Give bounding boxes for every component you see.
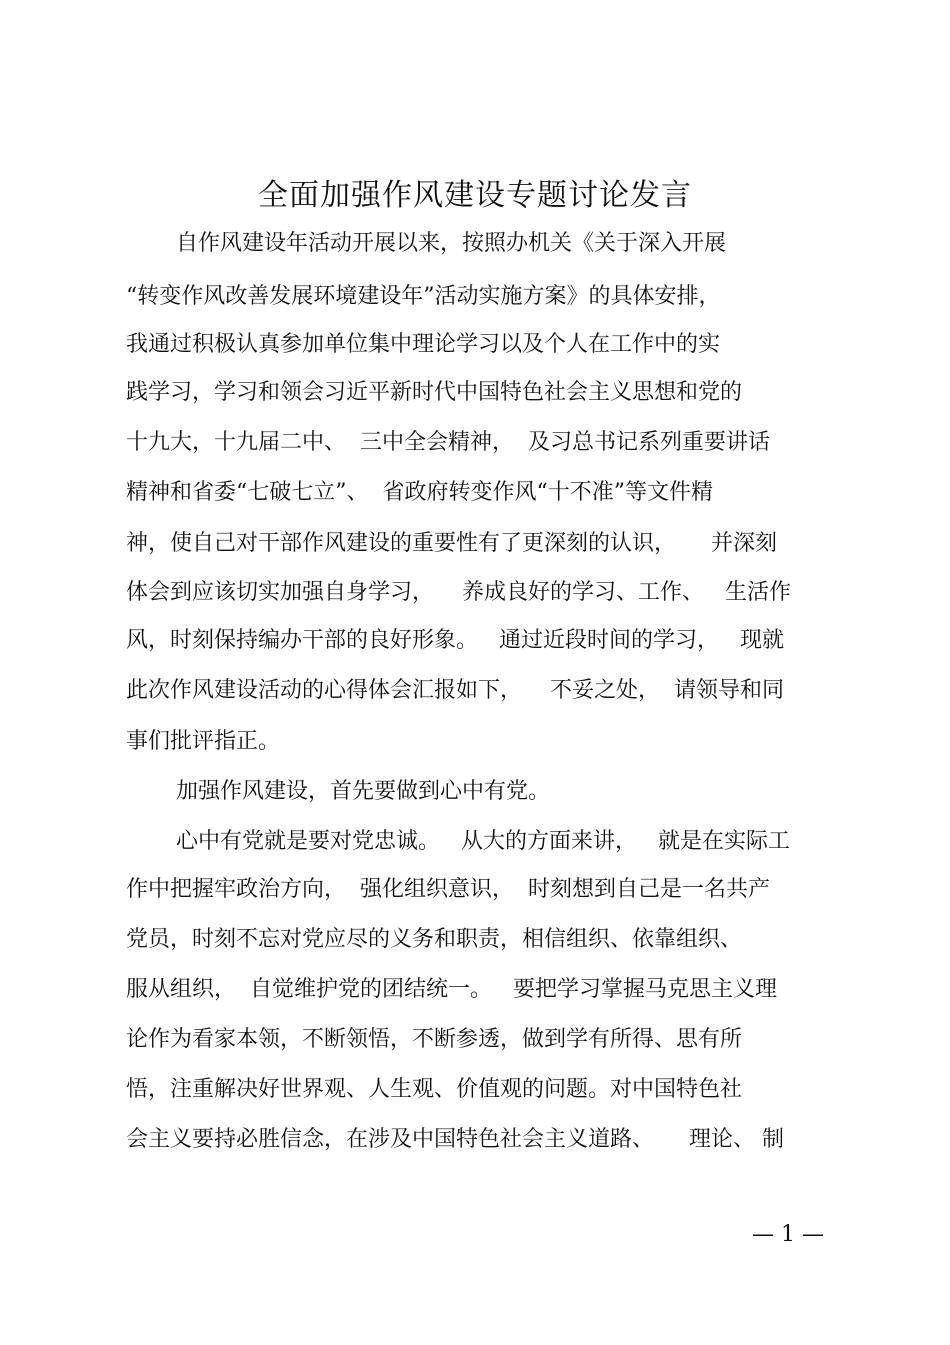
page-number: — 1 — — [752, 1222, 824, 1247]
body-line: 作中把握牢政治方向， 强化组织意识， 时刻想到自己是一名共产 — [126, 877, 770, 902]
body-line: 十九大，十九届二中、 三中全会精神， 及习总书记系列重要讲话 — [126, 430, 770, 455]
body-line: “转变作风改善发展环境建设年”活动实施方案》的具体安排， — [126, 284, 721, 309]
body-line: 神，使自己对干部作风建设的重要性有了更深刻的认识， 并深刻 — [126, 531, 777, 556]
document-title: 全面加强作风建设专题讨论发言 — [258, 178, 692, 213]
body-line: 自作风建设年活动开展以来，按照办机关《关于深入开展 — [176, 231, 727, 256]
body-line: 服从组织， 自觉维护党的团结统一。 要把学习掌握马克思主义理 — [126, 977, 777, 1002]
body-line: 党员，时刻不忘对党应尽的义务和职责，相信组织、依靠组织、 — [126, 927, 743, 952]
body-line: 会主义要持必胜信念，在涉及中国特色社会主义道路、 理论、 制 — [126, 1127, 784, 1152]
body-line: 论作为看家本领，不断领悟，不断参透，做到学有所得、思有所 — [126, 1027, 743, 1052]
body-line: 悟，注重解决好世界观、人生观、价值观的问题。对中国特色社 — [126, 1077, 743, 1102]
body-line: 我通过积极认真参加单位集中理论学习以及个人在工作中的实 — [126, 332, 721, 357]
body-line: 风，时刻保持编办干部的良好形象。 通过近段时间的学习， 现就 — [126, 628, 784, 653]
body-line: 事们批评指正。 — [126, 729, 281, 754]
body-line: 加强作风建设，首先要做到心中有党。 — [176, 779, 551, 804]
body-line: 精神和省委“七破七立”、 省政府转变作风“十不准”等文件精 — [126, 480, 713, 505]
body-line: 此次作风建设活动的心得体会汇报如下， 不妥之处， 请领导和同 — [126, 678, 784, 703]
body-line: 践学习，学习和领会习近平新时代中国特色社会主义思想和党的 — [126, 380, 743, 405]
body-line: 体会到应该切实加强自身学习， 养成良好的学习、工作、 生活作 — [126, 580, 791, 605]
body-line: 心中有党就是要对党忠诚。 从大的方面来讲， 就是在实际工 — [176, 829, 790, 854]
